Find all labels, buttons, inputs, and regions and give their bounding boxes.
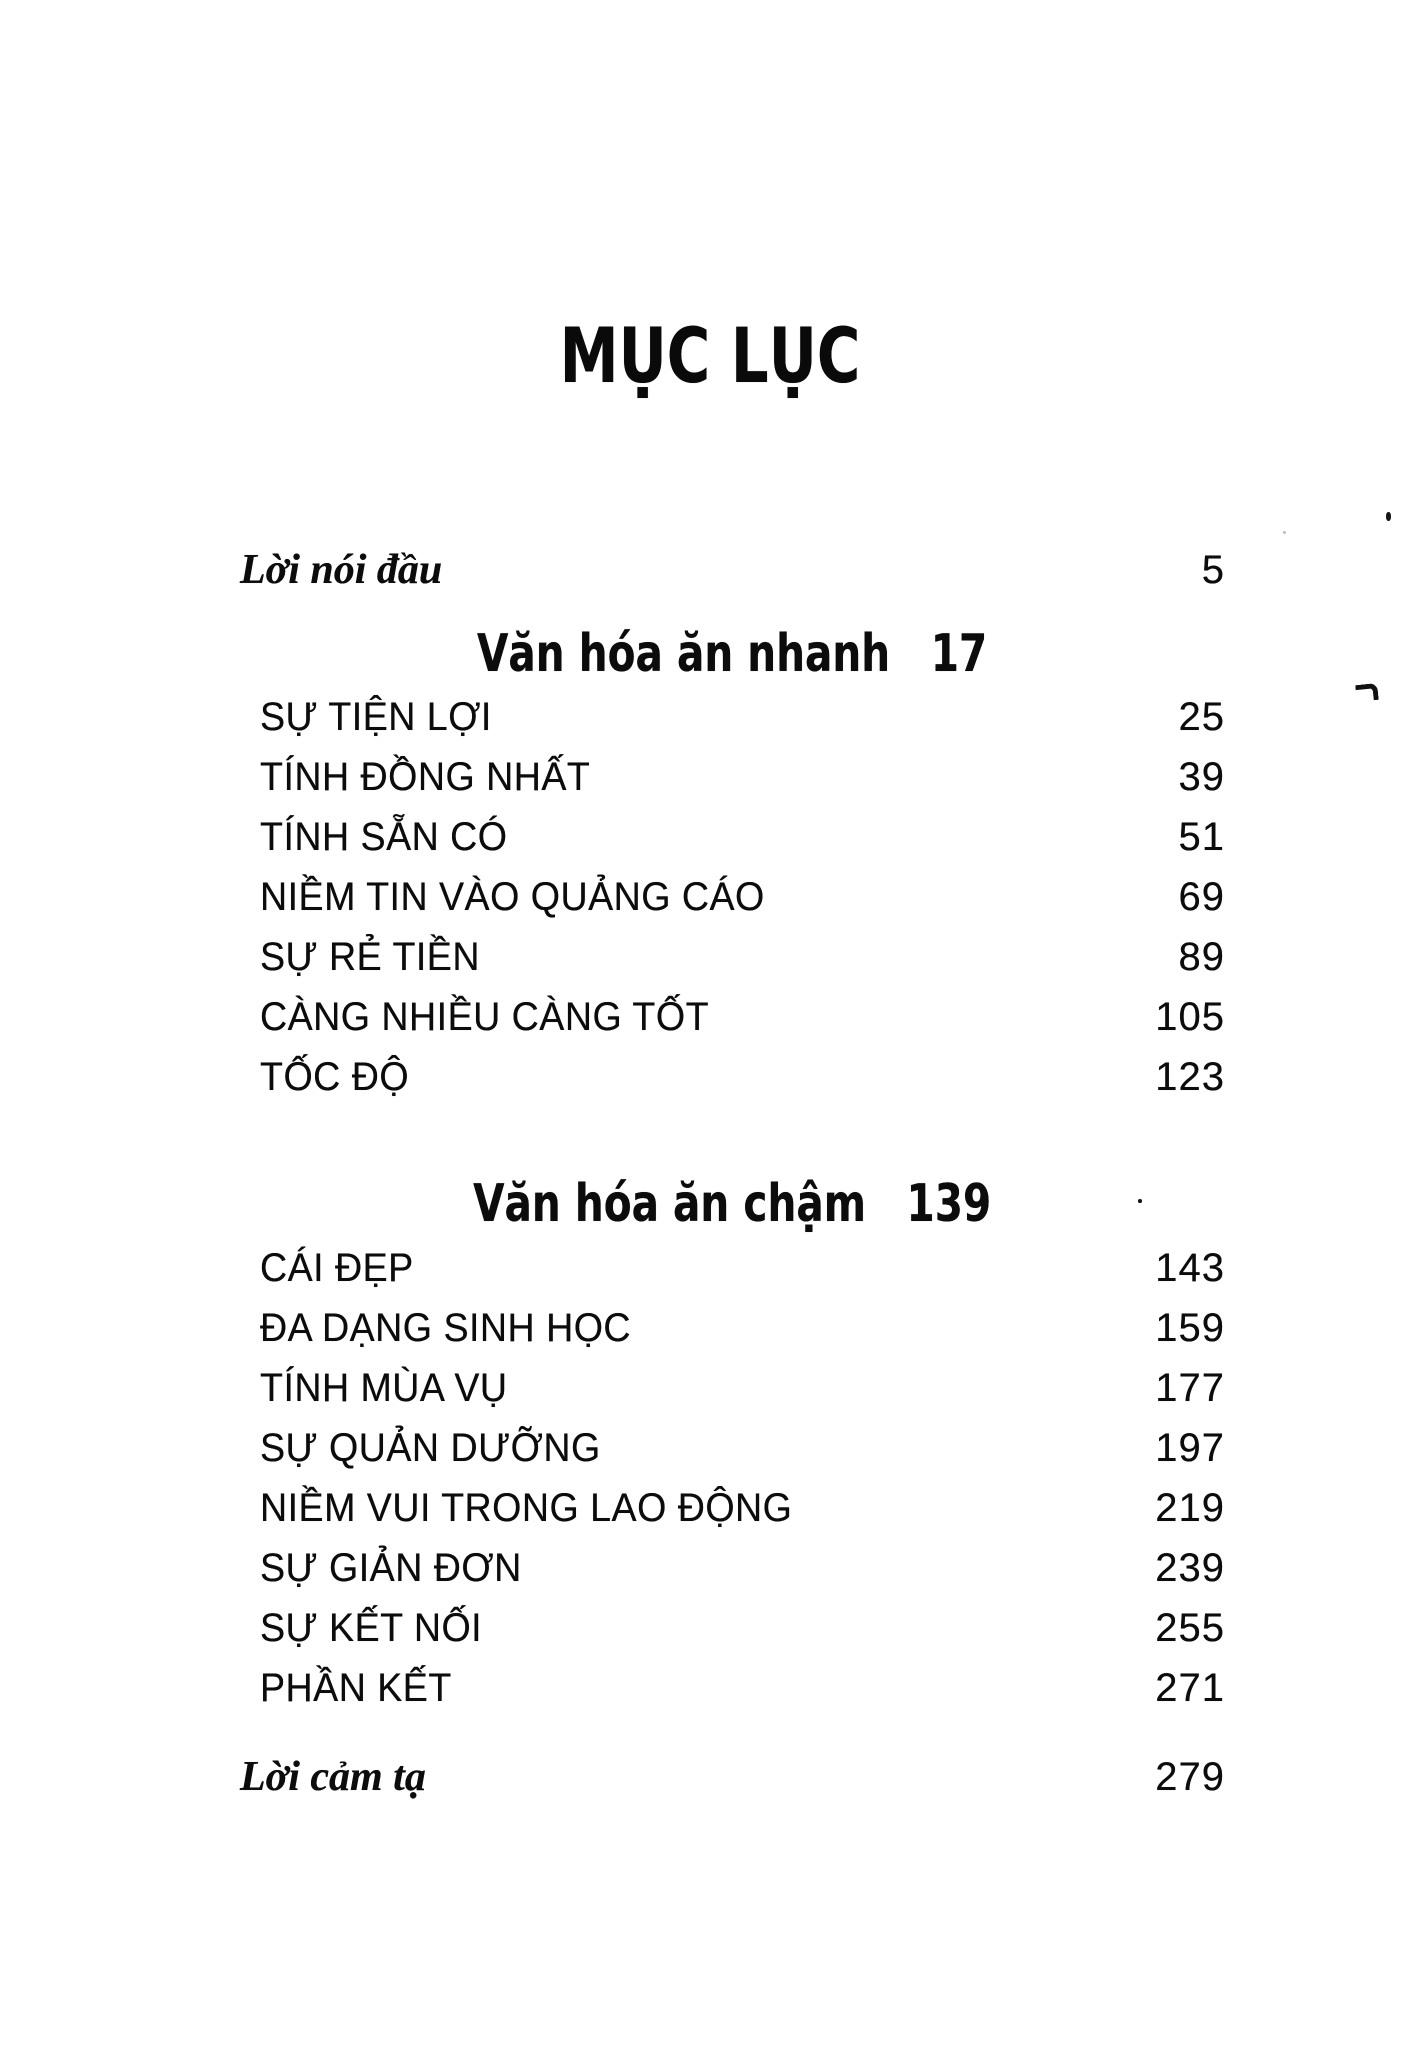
entry-label: TỐC ĐỘ (260, 1055, 410, 1099)
section-header-inner (473, 1174, 992, 1234)
entry-label: Lời cảm tạ (240, 1754, 426, 1800)
entry-page-number: 219 (1155, 1486, 1225, 1530)
entry-label: TÍNH ĐỒNG NHẤT (260, 755, 591, 799)
section-page-number: 17 (931, 624, 988, 684)
toc-entry (240, 1604, 1225, 1652)
entry-page-number: 105 (1155, 995, 1225, 1039)
toc-entry (240, 993, 1225, 1041)
scan-artifact-speck (1386, 512, 1391, 521)
entry-label: CÀNG NHIỀU CÀNG TỐT (260, 995, 710, 1039)
toc-entry (240, 933, 1225, 981)
entry-label: SỰ QUẢN DƯỠNG (260, 1426, 601, 1470)
toc-entry (240, 1244, 1225, 1292)
entry-page-number: 239 (1155, 1546, 1225, 1590)
toc-entry (240, 1424, 1225, 1472)
entry-page-number: 5 (1201, 548, 1225, 592)
section-title: Văn hóa ăn chậm (473, 1174, 867, 1234)
entry-page-number: 51 (1178, 815, 1225, 859)
entry-page-number: 25 (1178, 695, 1225, 739)
entry-page-number: 197 (1155, 1426, 1225, 1470)
entry-label: CÁI ĐẸP (260, 1246, 414, 1290)
toc-entry (240, 1484, 1225, 1532)
entry-page-number: 271 (1155, 1666, 1225, 1710)
toc-entry-front-matter (240, 546, 1225, 594)
entry-label: SỰ TIỆN LỢI (260, 695, 492, 739)
entry-label: Lời nói đầu (240, 547, 443, 593)
scan-artifact-speck (1283, 531, 1286, 534)
section-header-inner (477, 624, 988, 684)
entry-label: NIỀM VUI TRONG LAO ĐỘNG (260, 1486, 793, 1530)
toc-entry-back-matter (240, 1753, 1225, 1801)
page-title: MỤC LỤC (559, 311, 861, 400)
entry-label: TÍNH MÙA VỤ (260, 1366, 508, 1410)
entry-page-number: 255 (1155, 1606, 1225, 1650)
section-page-number: 139 (906, 1174, 992, 1234)
entry-page-number: 279 (1155, 1755, 1225, 1799)
entry-label: TÍNH SẴN CÓ (260, 815, 508, 859)
entry-page-number: 89 (1178, 935, 1225, 979)
scan-artifact-hook (1355, 683, 1379, 702)
toc-entry (240, 753, 1225, 801)
entry-label: SỰ KẾT NỐI (260, 1606, 483, 1650)
entry-label: NIỀM TIN VÀO QUẢNG CÁO (260, 875, 765, 919)
toc-entry (240, 1053, 1225, 1101)
toc-entry (240, 1664, 1225, 1712)
entry-page-number: 177 (1155, 1366, 1225, 1410)
toc-entry (240, 1364, 1225, 1412)
toc-entry (240, 1304, 1225, 1352)
section-title: Văn hóa ăn nhanh (477, 624, 891, 684)
entry-page-number: 143 (1155, 1246, 1225, 1290)
toc-entry (240, 873, 1225, 921)
entry-label: PHẦN KẾT (260, 1666, 452, 1710)
entry-label: ĐA DẠNG SINH HỌC (260, 1306, 632, 1350)
entry-page-number: 123 (1155, 1055, 1225, 1099)
toc-entry (240, 693, 1225, 741)
toc-entry (240, 813, 1225, 861)
entry-label: SỰ GIẢN ĐƠN (260, 1546, 522, 1590)
section-header-slow-food (240, 1172, 1225, 1236)
toc-entry (240, 1544, 1225, 1592)
entry-page-number: 159 (1155, 1306, 1225, 1350)
scan-artifact-speck (1138, 1199, 1142, 1203)
entry-page-number: 69 (1178, 875, 1225, 919)
entry-page-number: 39 (1178, 755, 1225, 799)
entry-label: SỰ RẺ TIỀN (260, 935, 480, 979)
section-header-fast-food (240, 622, 1225, 686)
